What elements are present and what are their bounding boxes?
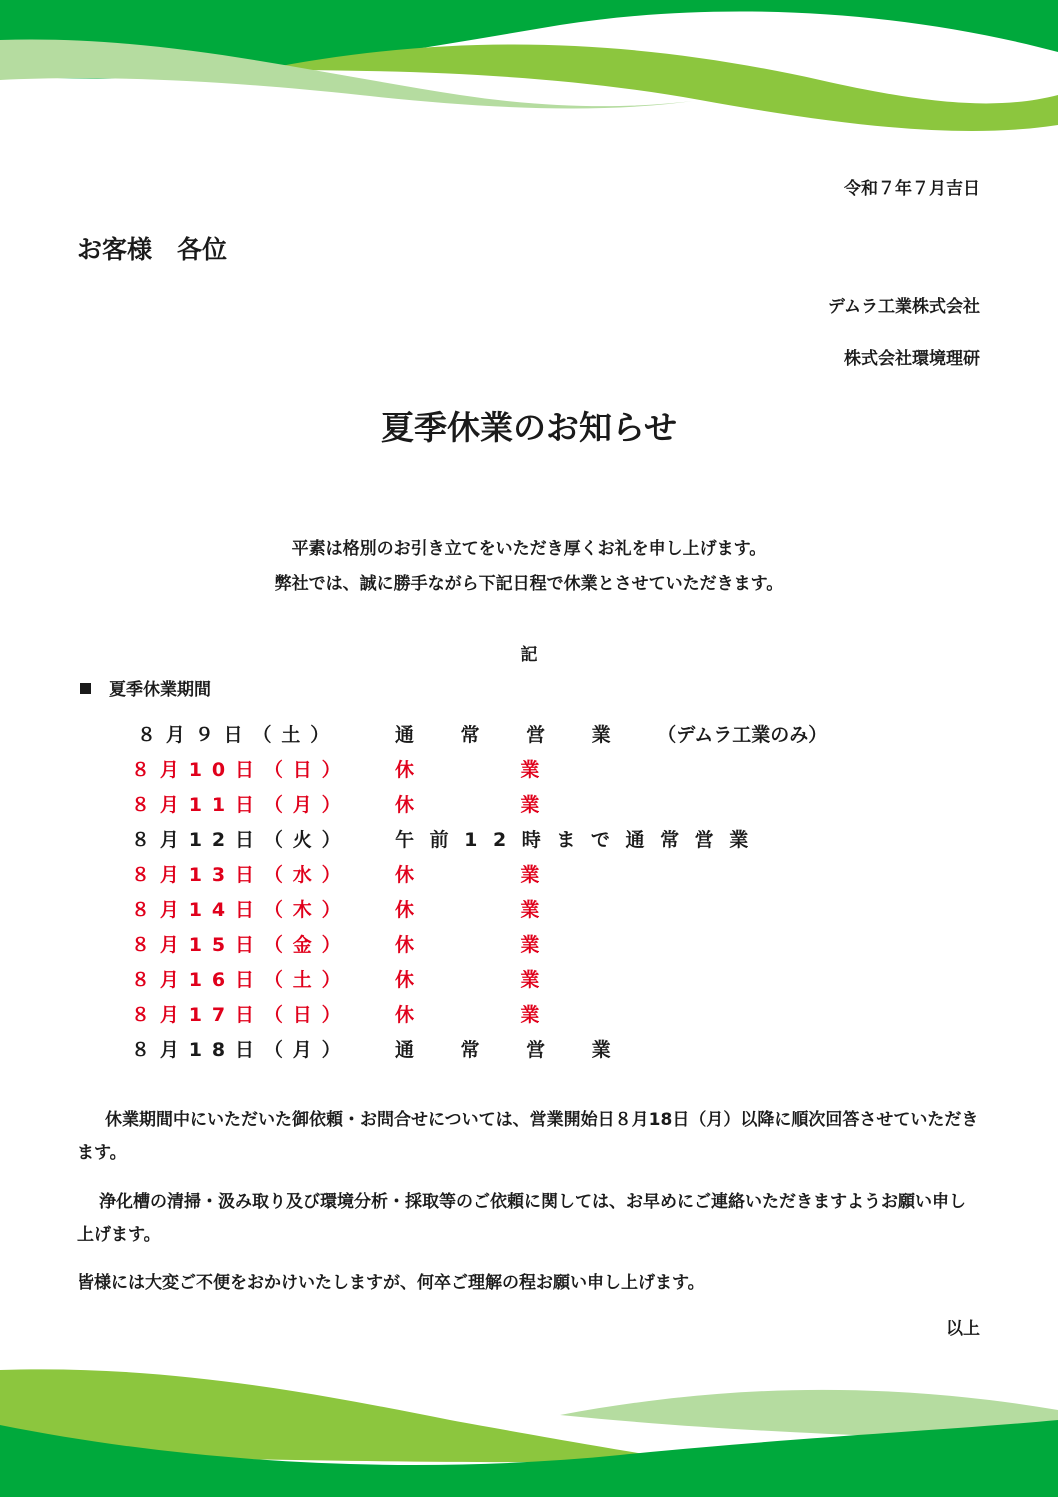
schedule-status: 通常営業 (395, 1039, 658, 1061)
section-heading (80, 675, 211, 700)
sender-company-2: 株式会社環境理研 (844, 349, 980, 369)
decorative-wave-bottom (0, 1365, 1058, 1497)
schedule-date: ８月18日（月） (131, 1039, 351, 1061)
schedule-status: 休業 (395, 794, 646, 816)
schedule-date: ８月９日（土） (137, 724, 340, 746)
body-paragraph: 皆様には大変ご不便をおかけいたしますが、何卒ご理解の程お願い申し上げます。 (77, 1273, 705, 1293)
schedule-date: ８月16日（土） (131, 969, 351, 991)
letter-date: 令和７年７月吉日 (844, 179, 980, 199)
notice-title: 夏季休業のお知らせ (380, 408, 677, 447)
schedule-date: ８月12日（火） (131, 829, 351, 851)
schedule-status: 休業 (395, 969, 646, 991)
closing-mark: 以上 (946, 1319, 980, 1339)
intro-line-2: 弊社では、誠に勝手ながら下記日程で休業とさせていただきます。 (274, 574, 784, 594)
schedule-status: 休業 (395, 1004, 646, 1026)
square-bullet-icon (80, 683, 91, 694)
salutation: お客様 各位 (77, 235, 228, 264)
schedule-status: 午前12時まで通常営業 (395, 829, 764, 851)
schedule-status: 休業 (395, 899, 646, 921)
schedule-date: ８月15日（金） (131, 934, 351, 956)
schedule-date: ８月13日（水） (131, 864, 351, 886)
body-paragraph: 休業期間中にいただいた御依頼・お問合せについては、営業開始日８月18日（月）以降に順次回答させていただきます。 (77, 1110, 979, 1163)
schedule-status: 通常営業 (395, 724, 658, 746)
schedule-status-group (395, 718, 827, 753)
schedule-date: ８月14日（木） (131, 899, 351, 921)
ki-marker: 記 (520, 645, 538, 665)
section-heading-label: 夏季休業期間 (109, 680, 211, 700)
schedule-date: ８月17日（日） (131, 1004, 351, 1026)
schedule-status: 休業 (395, 864, 646, 886)
intro-line-1: 平素は格別のお引き立てをいただき厚くお礼を申し上げます。 (291, 539, 767, 559)
decorative-wave-top (0, 0, 1058, 140)
schedule-date: ８月10日（日） (131, 759, 351, 781)
body-paragraph: 浄化槽の清掃・汲み取り及び環境分析・採取等のご依頼に関しては、お早めにご連絡いただきますようお願い申し上げます。 (77, 1192, 966, 1245)
sender-company-1: デムラ工業株式会社 (827, 297, 980, 317)
schedule-status: 休業 (395, 934, 646, 956)
schedule-date: ８月11日（月） (131, 794, 351, 816)
schedule-status: 休業 (395, 759, 646, 781)
schedule-note: （デムラ工業のみ） (657, 724, 828, 746)
